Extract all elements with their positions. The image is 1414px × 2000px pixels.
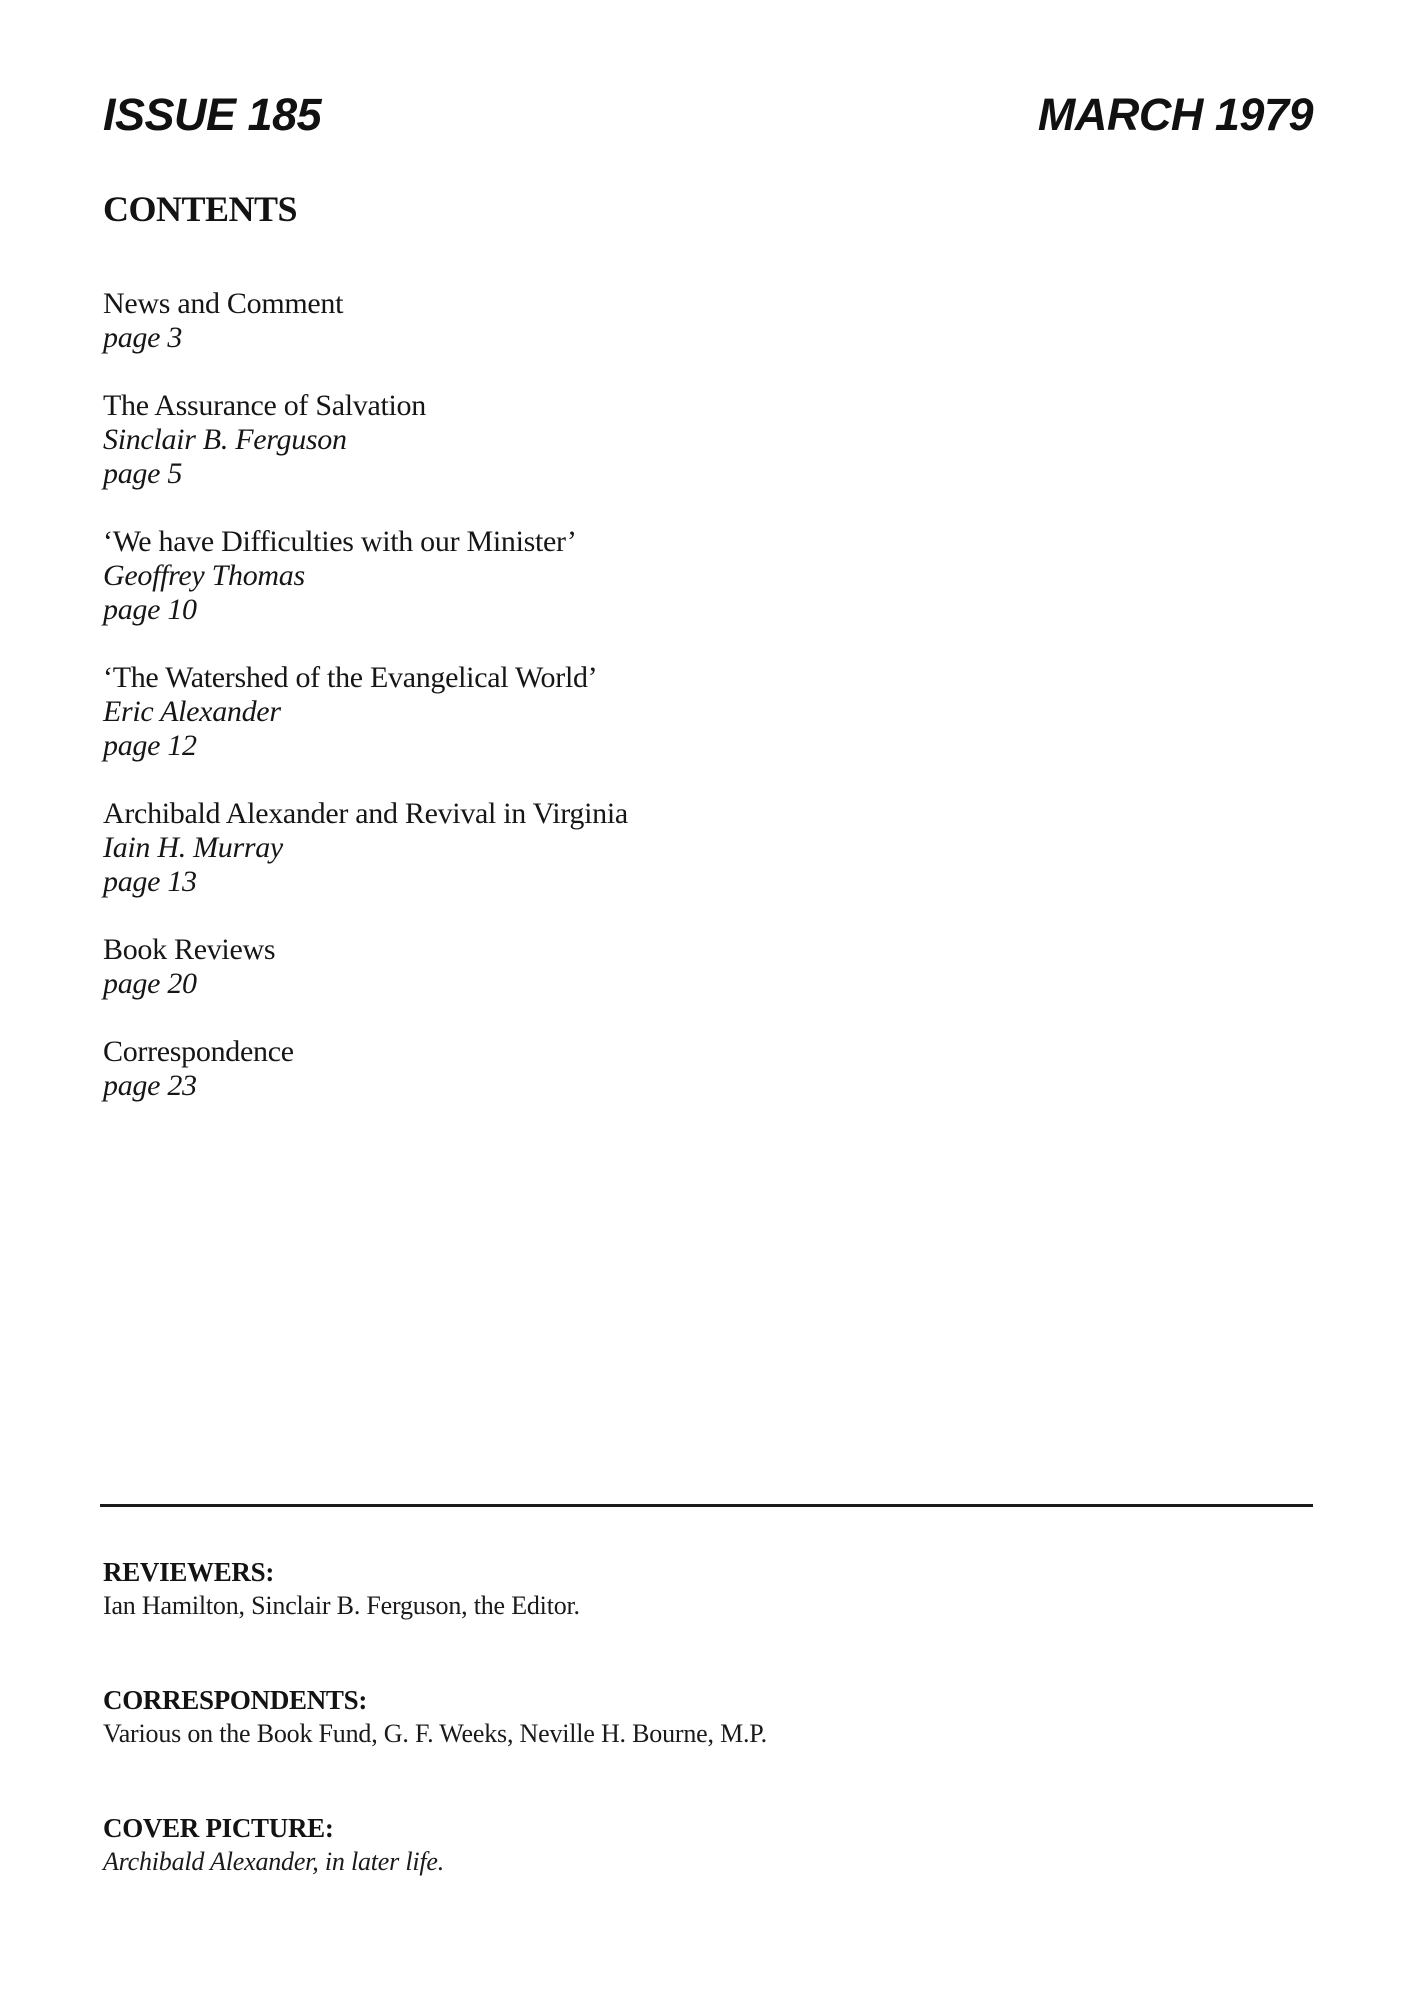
- toc-entry-page: page 3: [103, 321, 183, 354]
- footer-section-label: REVIEWERS:: [103, 1557, 275, 1587]
- footer-section: [103, 1556, 1313, 1622]
- footer-section-label: COVER PICTURE:: [103, 1813, 334, 1843]
- toc-entry-title: Archibald Alexander and Revival in Virginia: [103, 797, 628, 830]
- toc-entry: [103, 933, 1313, 1001]
- toc-entry-title: Book Reviews: [103, 933, 276, 966]
- toc-entry-author: Sinclair B. Ferguson: [103, 423, 347, 456]
- toc-entry-title: News and Comment: [103, 287, 344, 320]
- footer-section-text: Various on the Book Fund, G. F. Weeks, Neville H. Bourne, M.P.: [103, 1719, 767, 1748]
- footer-section: [103, 1812, 1313, 1878]
- toc-entry: [103, 389, 1313, 491]
- toc-entry-author: Iain H. Murray: [103, 831, 283, 864]
- toc-entry: [103, 797, 1313, 899]
- masthead: [103, 89, 1313, 140]
- footer-section-text: Archibald Alexander, in later life.: [103, 1847, 445, 1876]
- footer-sections: [103, 1556, 1313, 1940]
- toc-entry-title: Correspondence: [103, 1035, 294, 1068]
- toc-entry-page: page 5: [103, 457, 183, 490]
- divider-rule: [100, 1504, 1313, 1507]
- contents-heading: CONTENTS: [103, 189, 298, 229]
- toc-entry-title: ‘The Watershed of the Evangelical World’: [103, 661, 598, 694]
- issue-date: MARCH 1979: [1037, 89, 1313, 140]
- toc-entry-page: page 12: [103, 729, 197, 762]
- issue-number: ISSUE 185: [103, 89, 322, 140]
- toc-entry-title: The Assurance of Salvation: [103, 389, 426, 422]
- toc-entry-page: page 20: [103, 967, 197, 1000]
- toc-entry: [103, 287, 1313, 355]
- toc-entry-page: page 13: [103, 865, 197, 898]
- footer-section-text: Ian Hamilton, Sinclair B. Ferguson, the Editor.: [103, 1591, 580, 1620]
- toc-entry: [103, 661, 1313, 763]
- toc-entry-page: page 23: [103, 1069, 197, 1102]
- toc-entry: [103, 525, 1313, 627]
- toc-entry-page: page 10: [103, 593, 197, 626]
- toc-entry: [103, 1035, 1313, 1103]
- toc-entry-author: Geoffrey Thomas: [103, 559, 305, 592]
- footer-section: [103, 1684, 1313, 1750]
- toc-entry-title: ‘We have Difficulties with our Minister’: [103, 525, 577, 558]
- footer-section-label: CORRESPONDENTS:: [103, 1685, 368, 1715]
- toc-entry-author: Eric Alexander: [103, 695, 281, 728]
- table-of-contents: [103, 287, 1313, 1137]
